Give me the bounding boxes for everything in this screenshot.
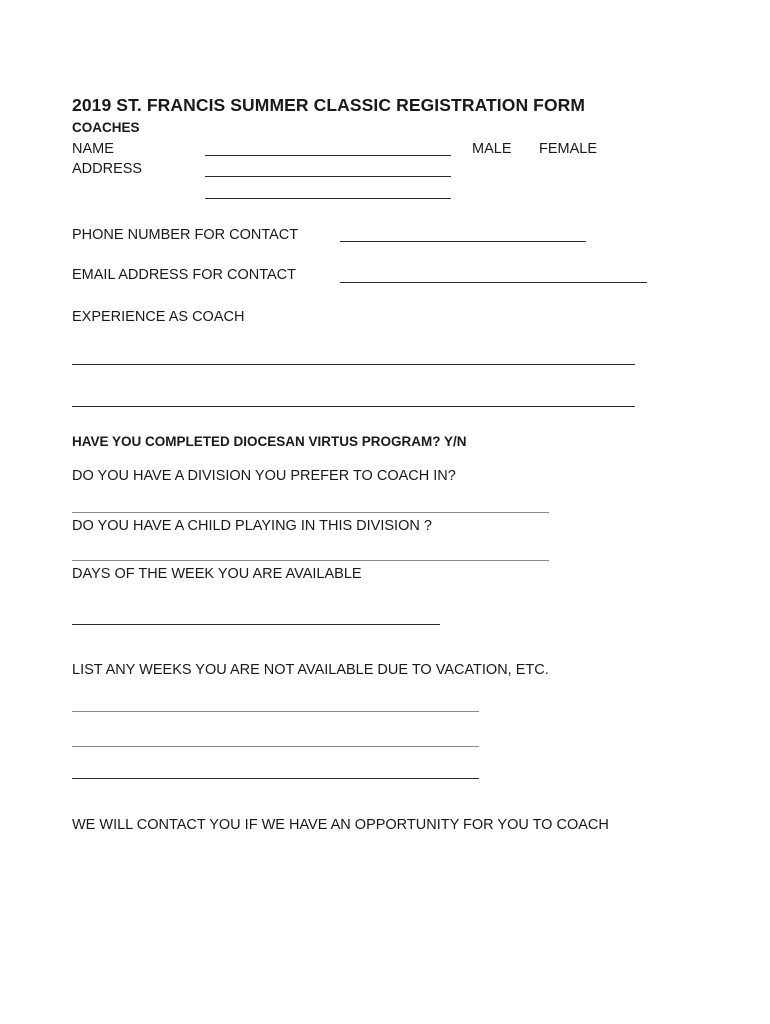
days-label: DAYS OF THE WEEK YOU ARE AVAILABLE bbox=[72, 566, 362, 582]
address-field-line-2[interactable] bbox=[205, 198, 451, 199]
phone-label: PHONE NUMBER FOR CONTACT bbox=[72, 227, 299, 243]
experience-field-line-1[interactable] bbox=[72, 364, 635, 365]
weeks-field-line-3[interactable] bbox=[72, 778, 479, 779]
experience-field-line-2[interactable] bbox=[72, 406, 635, 407]
section-heading: COACHES bbox=[72, 120, 140, 135]
child-question: DO YOU HAVE A CHILD PLAYING IN THIS DIVISION ? bbox=[72, 518, 432, 534]
address-label: ADDRESS bbox=[72, 161, 143, 177]
form-title: 2019 ST. FRANCIS SUMMER CLASSIC REGISTRATION FORM bbox=[72, 95, 586, 115]
weeks-field-line-2[interactable] bbox=[72, 746, 479, 747]
address-field-line-1[interactable] bbox=[205, 176, 451, 177]
email-label: EMAIL ADDRESS FOR CONTACT bbox=[72, 267, 296, 283]
days-field-line[interactable] bbox=[72, 624, 440, 625]
female-option[interactable]: FEMALE bbox=[539, 141, 598, 157]
male-option[interactable]: MALE bbox=[472, 141, 512, 157]
closing-note: WE WILL CONTACT YOU IF WE HAVE AN OPPORTUNITY FOR YOU TO COACH bbox=[72, 817, 609, 833]
child-field-line[interactable] bbox=[72, 560, 549, 561]
division-field-line[interactable] bbox=[72, 512, 549, 513]
phone-field-line[interactable] bbox=[340, 241, 586, 242]
virtus-question: HAVE YOU COMPLETED DIOCESAN VIRTUS PROGRAM? Y/N bbox=[72, 434, 467, 449]
division-question: DO YOU HAVE A DIVISION YOU PREFER TO COACH IN? bbox=[72, 468, 456, 484]
name-label: NAME bbox=[72, 141, 114, 157]
name-field-line[interactable] bbox=[205, 155, 451, 156]
weeks-field-line-1[interactable] bbox=[72, 711, 479, 712]
email-field-line[interactable] bbox=[340, 282, 647, 283]
weeks-label: LIST ANY WEEKS YOU ARE NOT AVAILABLE DUE TO VACATION, ETC. bbox=[72, 662, 549, 678]
experience-label: EXPERIENCE AS COACH bbox=[72, 309, 245, 325]
